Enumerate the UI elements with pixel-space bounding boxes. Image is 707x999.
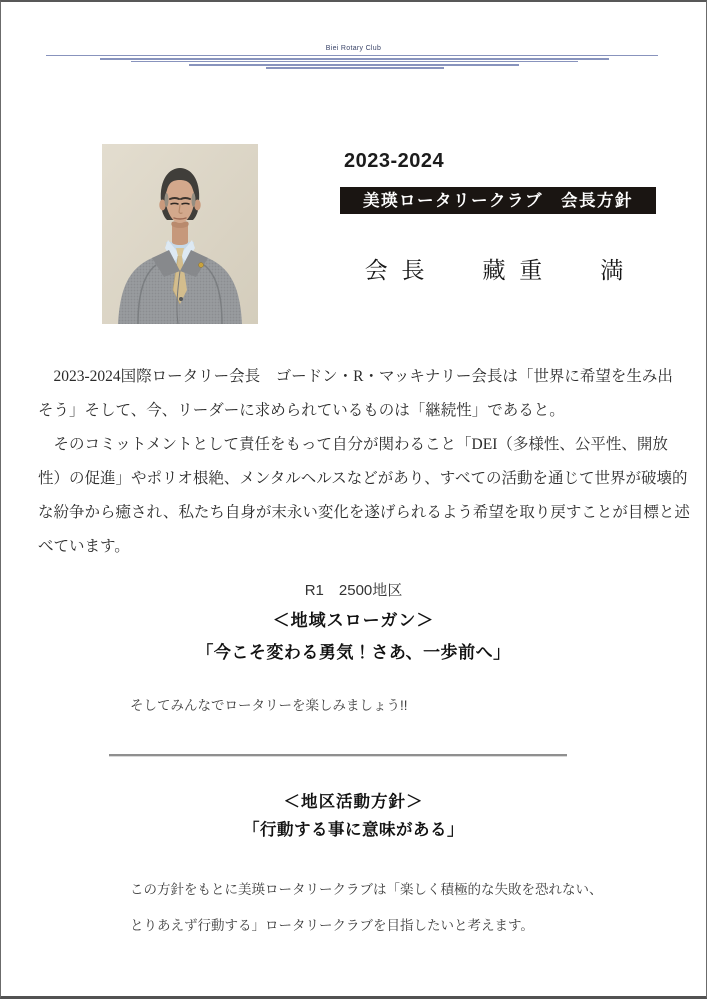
header-rule-2: [100, 58, 609, 60]
policy-line: とりあえず行動する」ロータリークラブを目指したいと考えます。: [130, 918, 534, 933]
intro-paragraph: [38, 360, 690, 564]
region-slogan-heading: ＜地域スローガン＞: [272, 611, 435, 630]
district-number: R1 2500地区: [304, 582, 403, 599]
policy-slogan: 「行動する事に意味がある」: [243, 820, 464, 839]
policy-paragraph: [130, 872, 603, 944]
intro-line: べています。: [38, 538, 130, 555]
policy-line: この方針をもとに美瑛ロータリークラブは「楽しく積極的な失敗を恐れない、: [130, 882, 603, 897]
region-slogan: 「今こそ変わる勇気！さあ、一歩前へ」: [196, 643, 511, 662]
invitation-text: そしてみんなでロータリーを楽しみましょう!!: [130, 698, 408, 713]
section-divider: [109, 754, 567, 757]
title-banner: 美瑛ロータリークラブ 会長方針: [340, 187, 656, 214]
term-year-label: 2023-2024: [344, 150, 445, 172]
president-photo: [102, 144, 258, 324]
header-rule-3: [131, 61, 578, 62]
header-club-name: Biei Rotary Club: [325, 45, 382, 52]
header-rule-5: [266, 67, 444, 69]
policy-heading: ＜地区活動方針＞: [283, 792, 424, 811]
intro-line: な紛争から癒され、私たち自身が末永い変化を遂げられるよう希望を取り戻すことが目標と述: [38, 504, 690, 521]
header-rule-1: [46, 55, 658, 56]
president-name: 会 長 藏 重 満: [364, 258, 628, 283]
intro-line: 性）の促進」やポリオ根絶、メンタルヘルスなどがあり、すべての活動を通じて世界が破壊的: [38, 470, 688, 487]
header-rule-4: [189, 64, 519, 66]
intro-line: 2023-2024国際ロータリー会長 ゴードン・R・マッキナリー会長は「世界に希望を生み出: [38, 368, 673, 385]
intro-line: そのコミットメントとして責任をもって自分が関わること「DEI（多様性、公平性、開放: [38, 436, 668, 453]
intro-line: そう」そして、今、リーダーに求められているものは「継続性」であると。: [38, 402, 565, 419]
